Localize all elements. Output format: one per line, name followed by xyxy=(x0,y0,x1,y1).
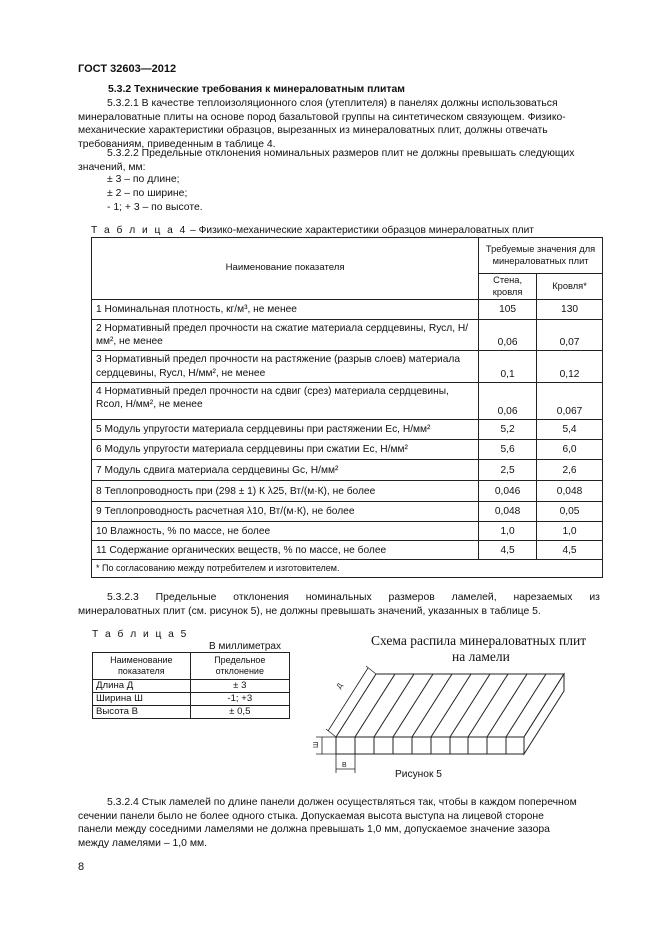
plate-front-face xyxy=(336,737,524,754)
table4-cell-name: 4 Нормативный предел прочности на сдвиг (срез) материала сердцевины, Rсол, Н/мм², не менее xyxy=(92,383,479,420)
table5-cell-deviation: ± 0,5 xyxy=(190,706,289,719)
table-row xyxy=(92,440,603,460)
table-row xyxy=(93,706,290,719)
paragraph-line: 5.3.2.4 Стык ламелей по длине панели должен осуществляться так, чтобы в каждом поперечном xyxy=(107,797,577,808)
table4-cell-name: 9 Теплопроводность расчетная λ10, Вт/(м·К), не более xyxy=(92,502,479,522)
table4-cell-wall: 0,1 xyxy=(479,351,537,383)
table4 xyxy=(91,237,603,578)
table5-cell-deviation: -1; +3 xyxy=(190,693,289,706)
table4-cell-wall: 1,0 xyxy=(479,522,537,541)
table-row xyxy=(92,502,603,522)
table-row xyxy=(92,481,603,502)
table4-cell-roof: 6,0 xyxy=(537,440,603,460)
paragraph-line: 5.3.2.2 Предельные отклонения номинальных размеров плит не должны превышать следующих xyxy=(107,148,575,159)
table5-header-name: Наименование показателя xyxy=(93,653,191,680)
paragraph-line: механические характеристики образцов, вырезанных из минераловатных плит, должны отвечать xyxy=(78,125,548,137)
table5-header-deviation: Предельное отклонение xyxy=(190,653,289,680)
label-length: Д xyxy=(335,682,345,691)
table4-cell-roof: 2,6 xyxy=(537,460,603,481)
table4-header-roof: Кровля* xyxy=(537,274,603,300)
paragraph-line: сечении панели было не более одного стыка. Допускаемая высота выступа на лицевой стороне xyxy=(78,810,544,822)
table4-cell-name: 3 Нормативный предел прочности на растяжение (разрыв слоев) материала сердцевины, Rусл, Н/мм², не менее xyxy=(92,351,479,383)
table4-cell-wall: 0,048 xyxy=(479,502,537,522)
table4-cell-wall: 5,2 xyxy=(479,420,537,440)
table4-cell-roof: 0,067 xyxy=(537,383,603,420)
table4-cell-roof: 0,048 xyxy=(537,481,603,502)
figure5-title-line2: на ламели xyxy=(452,649,510,664)
table4-cell-name: 1 Номинальная плотность, кг/м³, не менее xyxy=(92,300,479,320)
paragraph-line: панели между соседними ламелями не должна превышать 1,0 мм, допускаемое значение зазора xyxy=(78,824,550,836)
table4-header-wall: Стена, кровля xyxy=(479,274,537,300)
paragraph-line: минераловатных плит (см. рисунок 5), не должны превышать значений, указанных в таблице 5. xyxy=(78,605,541,617)
table4-cell-wall: 105 xyxy=(479,300,537,320)
table-row xyxy=(92,351,603,383)
table4-header-name: Наименование показателя xyxy=(92,238,479,300)
page-number: 8 xyxy=(78,861,85,873)
tolerance-list xyxy=(107,173,203,215)
table-row xyxy=(92,460,603,481)
table4-cell-roof: 0,12 xyxy=(537,351,603,383)
tolerance-item: ± 3 – по длине; xyxy=(107,174,180,185)
table4-cell-name: 10 Влажность, % по массе, не более xyxy=(92,522,479,541)
table4-cell-wall: 2,5 xyxy=(479,460,537,481)
table4-header-required: Требуемые значения для минераловатных плит xyxy=(479,238,603,274)
table4-cell-wall: 0,046 xyxy=(479,481,537,502)
table4-cell-wall: 4,5 xyxy=(479,541,537,560)
table-row xyxy=(92,420,603,440)
table4-cell-roof: 1,0 xyxy=(537,522,603,541)
tolerance-item: - 1; + 3 – по высоте. xyxy=(107,202,203,213)
paragraph-line: значений, мм: xyxy=(78,161,146,173)
paragraph-line: 5.3.2.1 В качестве теплоизоляционного слоя (утеплителя) в панелях должны использоваться xyxy=(107,98,558,109)
table4-cell-roof: 130 xyxy=(537,300,603,320)
table4-cell-name: 2 Нормативный предел прочности на сжатие материала сердцевины, Rусл, Н/мм², не менее xyxy=(92,320,479,351)
table5-cell-name: Длина Д xyxy=(93,680,191,693)
table4-caption-text: – Физико-механические характеристики образцов минераловатных плит xyxy=(187,225,534,236)
table4-cell-wall: 0,06 xyxy=(479,383,537,420)
table4-cell-name: 5 Модуль упругости материала сердцевины при растяжении Ec, Н/мм² xyxy=(92,420,479,440)
tolerance-item: ± 2 – по ширине; xyxy=(107,188,188,199)
section-heading: 5.3.2 Технические требования к минераловатным плитам xyxy=(108,84,405,95)
document-code: ГОСТ 32603—2012 xyxy=(78,63,177,75)
table5-cell-deviation: ± 3 xyxy=(190,680,289,693)
table5-cell-name: Ширина Ш xyxy=(93,693,191,706)
paragraph-5-3-2-4 xyxy=(78,796,615,850)
paragraph-5-3-2-1 xyxy=(78,97,615,151)
table4-cell-wall: 5,6 xyxy=(479,440,537,460)
table4-caption-prefix: Т а б л и ц а 4 xyxy=(91,225,188,236)
table4-cell-roof: 0,07 xyxy=(537,320,603,351)
table4-cell-wall: 0,06 xyxy=(479,320,537,351)
label-width: В xyxy=(342,762,347,769)
paragraph-line: 5.3.2.3 Предельные отклонения номинальных размеров ламелей, нарезаемых из xyxy=(107,592,600,603)
table-row xyxy=(93,680,290,693)
table-row xyxy=(92,541,603,560)
paragraph-line: требованиям, приведенным в таблице 4. xyxy=(78,138,276,150)
table-row xyxy=(92,522,603,541)
table5-unit: В миллиметрах xyxy=(209,641,281,652)
table4-cell-roof: 4,5 xyxy=(537,541,603,560)
table-row xyxy=(92,300,603,320)
paragraph-5-3-2-2 xyxy=(78,147,615,174)
table4-cell-roof: 5,4 xyxy=(537,420,603,440)
table4-caption xyxy=(91,224,534,237)
table5 xyxy=(92,652,290,719)
table4-cell-name: 8 Теплопроводность при (298 ± 1) К λ25, Вт/(м·К), не более xyxy=(92,481,479,502)
table4-cell-roof: 0,05 xyxy=(537,502,603,522)
table5-caption: Т а б л и ц а 5 xyxy=(92,629,189,640)
table4-cell-name: 7 Модуль сдвига материала сердцевины Gc, Н/мм² xyxy=(92,460,479,481)
paragraph-line: минераловатные плиты на основе пород базальтовой группы на синтетическом связующем. Физико- xyxy=(78,111,566,123)
figure5-caption: Рисунок 5 xyxy=(395,769,442,780)
table-row xyxy=(93,693,290,706)
label-height: Ш xyxy=(313,741,320,748)
table4-cell-name: 11 Содержание органических веществ, % по массе, не более xyxy=(92,541,479,560)
table-row xyxy=(92,320,603,351)
paragraph-5-3-2-3 xyxy=(78,591,615,618)
table4-cell-name: 6 Модуль упругости материала сердцевины при сжатии Ec, Н/мм² xyxy=(92,440,479,460)
figure5-title-line1: Схема распила минераловатных плит xyxy=(371,633,587,648)
table4-footnote: * По согласованию между потребителем и изготовителем. xyxy=(92,560,603,578)
paragraph-line: между ламелями – 1,0 мм. xyxy=(78,837,208,849)
table-row xyxy=(92,383,603,420)
table5-cell-name: Высота В xyxy=(93,706,191,719)
figure5-diagram xyxy=(300,655,570,777)
